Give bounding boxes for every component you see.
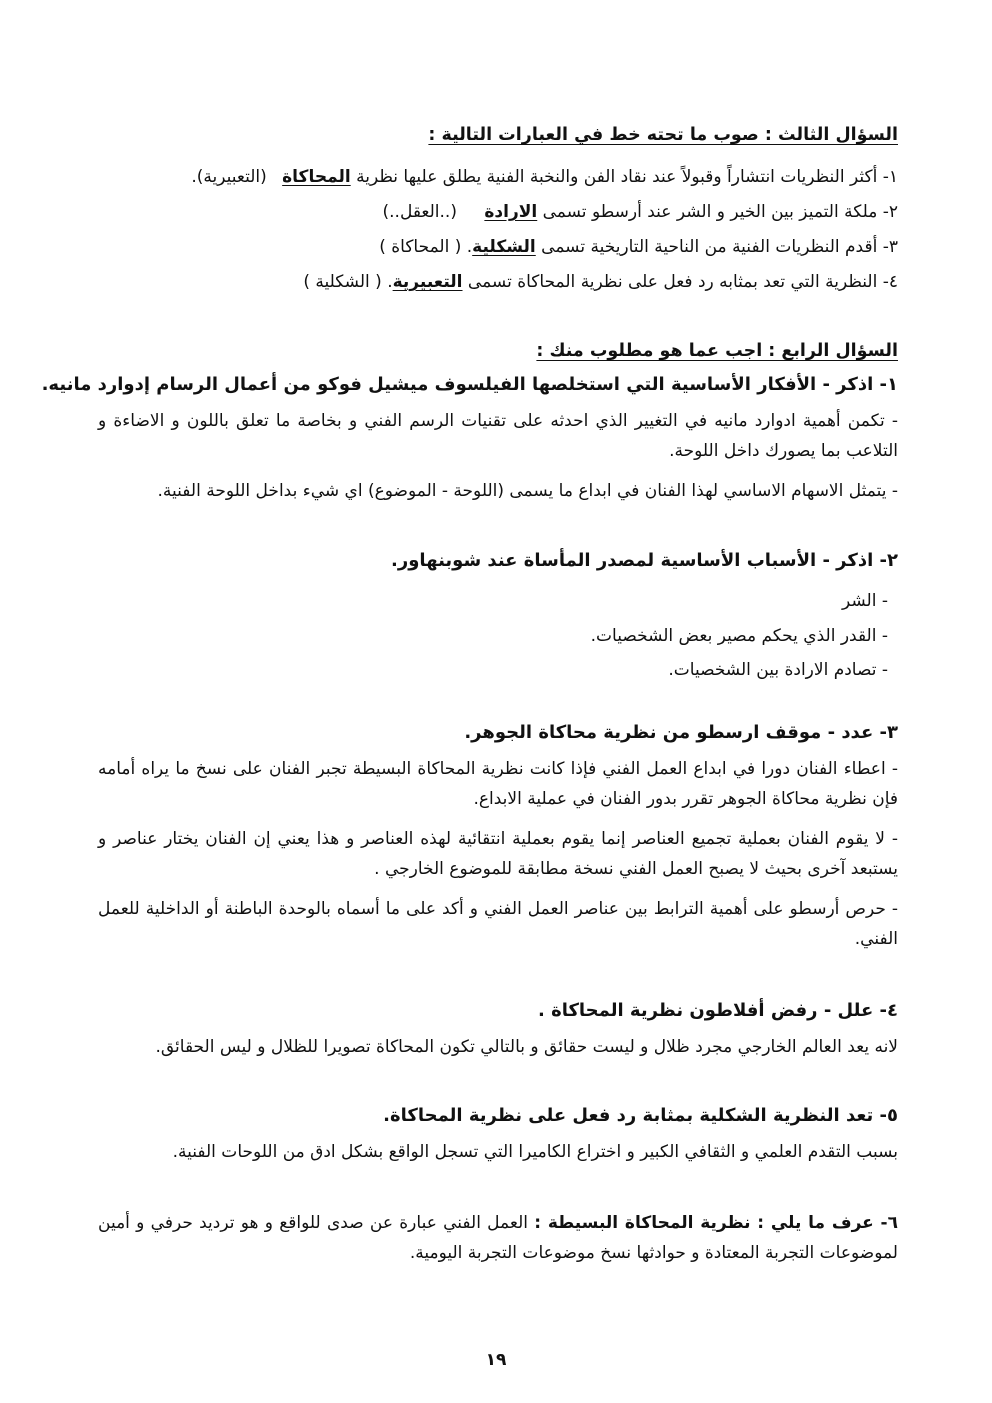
q4-s2-item-2: - القدر الذي يحكم مصير بعض الشخصيات. bbox=[590, 626, 888, 646]
page-number: ١٩ bbox=[485, 1350, 507, 1370]
q4-s5-heading: ٥- تعد النظرية الشكلية بمثابة رد فعل على نظرية المحاكاة. bbox=[383, 1105, 898, 1126]
q4-s1-heading: ١- اذكر - الأفكار الأساسية التي استخلصها الفيلسوف ميشيل فوكو من أعمال الرسام إدوارد مانيه. bbox=[41, 374, 898, 395]
q4-s4-paragraph: لانه يعد العالم الخارجي مجرد ظلال و ليست حقائق و بالتالي تكون المحاكاة تصويرا للظلال و ليس الحقائق. bbox=[155, 1037, 898, 1057]
q4-s4-heading: ٤- علل - رفض أفلاطون نظرية المحاكاة . bbox=[537, 1000, 898, 1021]
q3-item-4 bbox=[303, 267, 898, 297]
q4-s2-heading: ٢- اذكر - الأسباب الأساسية لمصدر المأساة عند شوبنهاور. bbox=[391, 550, 898, 571]
q3-title: السؤال الثالث : صوب ما تحته خط في العبارات التالية : bbox=[428, 125, 898, 145]
q3-item-1-key: المحاكاة bbox=[282, 167, 351, 187]
q3-item-3-key: الشكلية bbox=[472, 237, 536, 257]
q4-s3-paragraph-2: - لا يقوم الفنان بعملية تجميع العناصر إنما يقوم بعملية انتقائية لهذه العناصر و هذا يعني إن الفنان يختار عناصر و يستبعد آخرى بحيث لا يصبح العمل الفني نسخة مطابقة للموضوع الخارجي . bbox=[98, 829, 898, 879]
q4-s3-paragraph-1: - اعطاء الفنان دورا في ابداع العمل الفني فإذا كانت نظرية المحاكاة البسيطة تجبر الفنان على نسخ ما يراه أمامه فإن نظرية محاكاة الجوهر تقرر بدور الفنان في عملية الابداع. bbox=[98, 759, 898, 809]
q3-item-4-answer: . ( الشكلية ) bbox=[303, 272, 393, 292]
q4-title: السؤال الرابع : اجب عما هو مطلوب منك : bbox=[536, 341, 898, 361]
q4-s1-paragraph-2: - يتمثل الاسهام الاساسي لهذا الفنان في ابداع ما يسمى (اللوحة - الموضوع) اي شيء بداخل اللوحة الفنية. bbox=[157, 481, 898, 501]
q3-item-4-text: ٤- النظرية التي تعد بمثابه رد فعل على نظرية المحاكاة تسمى bbox=[467, 272, 898, 292]
q4-s2-item-1: - الشر bbox=[842, 591, 888, 611]
q4-s5-paragraph: بسبب التقدم العلمي و الثقافي الكبير و اختراع الكاميرا التي تسجل الواقع بشكل ادق من اللوحات الفنية. bbox=[172, 1142, 898, 1162]
q3-item-4-key: التعبيرية bbox=[392, 272, 463, 292]
q3-item-2 bbox=[383, 197, 899, 227]
q4-s6-heading: ٦- عرف ما يلي : نظرية المحاكاة البسيطة : bbox=[534, 1213, 898, 1233]
q3-item-2-key: الارادة bbox=[484, 202, 538, 222]
q3-item-3-answer: . ( المحاكاة ) bbox=[379, 237, 473, 257]
q3-item-3 bbox=[379, 232, 898, 262]
q3-item-2-text: ٢- ملكة التميز بين الخير و الشر عند أرسطو تسمى bbox=[542, 202, 898, 222]
q4-s3-heading: ٣- عدد - موقف ارسطو من نظرية محاكاة الجوهر. bbox=[464, 722, 898, 743]
q3-item-1-text: ١- أكثر النظريات انتشاراً وقبولاً عند نقاد الفن والنخبة الفنية يطلق عليها نظرية bbox=[356, 167, 898, 187]
q3-item-2-answer: (..العقل..) bbox=[382, 202, 457, 222]
q4-s2-item-3: - تصادم الارادة بين الشخصيات. bbox=[668, 660, 888, 680]
q4-s1-paragraph-1: - تكمن أهمية ادوارد مانيه في التغيير الذي احدثه على تقنيات الرسم الفني و بخاصة ما تعلق باللون و الاضاءة و التلاعب بما يصورك داخل اللوحة. bbox=[98, 411, 898, 461]
q4-s6-text: العمل الفني عبارة عن صدى للواقع و هو ترديد حرفي و أمين لموضوعات التجربة المعتادة و حوادثها نسخ موضوعات التجربة اليومية. bbox=[98, 1213, 898, 1263]
q4-s3-paragraph-3: - حرص أرسطو على أهمية الترابط بين عناصر العمل الفني و أكد على ما أسماه بالوحدة الباطنة أو الداخلية للعمل الفني. bbox=[98, 899, 898, 949]
q3-item-1-answer: (التعبيرية). bbox=[191, 167, 267, 187]
q4-s6-definition bbox=[98, 1208, 898, 1268]
q3-item-3-text: ٣- أقدم النظريات الفنية من الناحية التاريخية تسمى bbox=[541, 237, 898, 257]
q3-item-1 bbox=[191, 162, 898, 192]
